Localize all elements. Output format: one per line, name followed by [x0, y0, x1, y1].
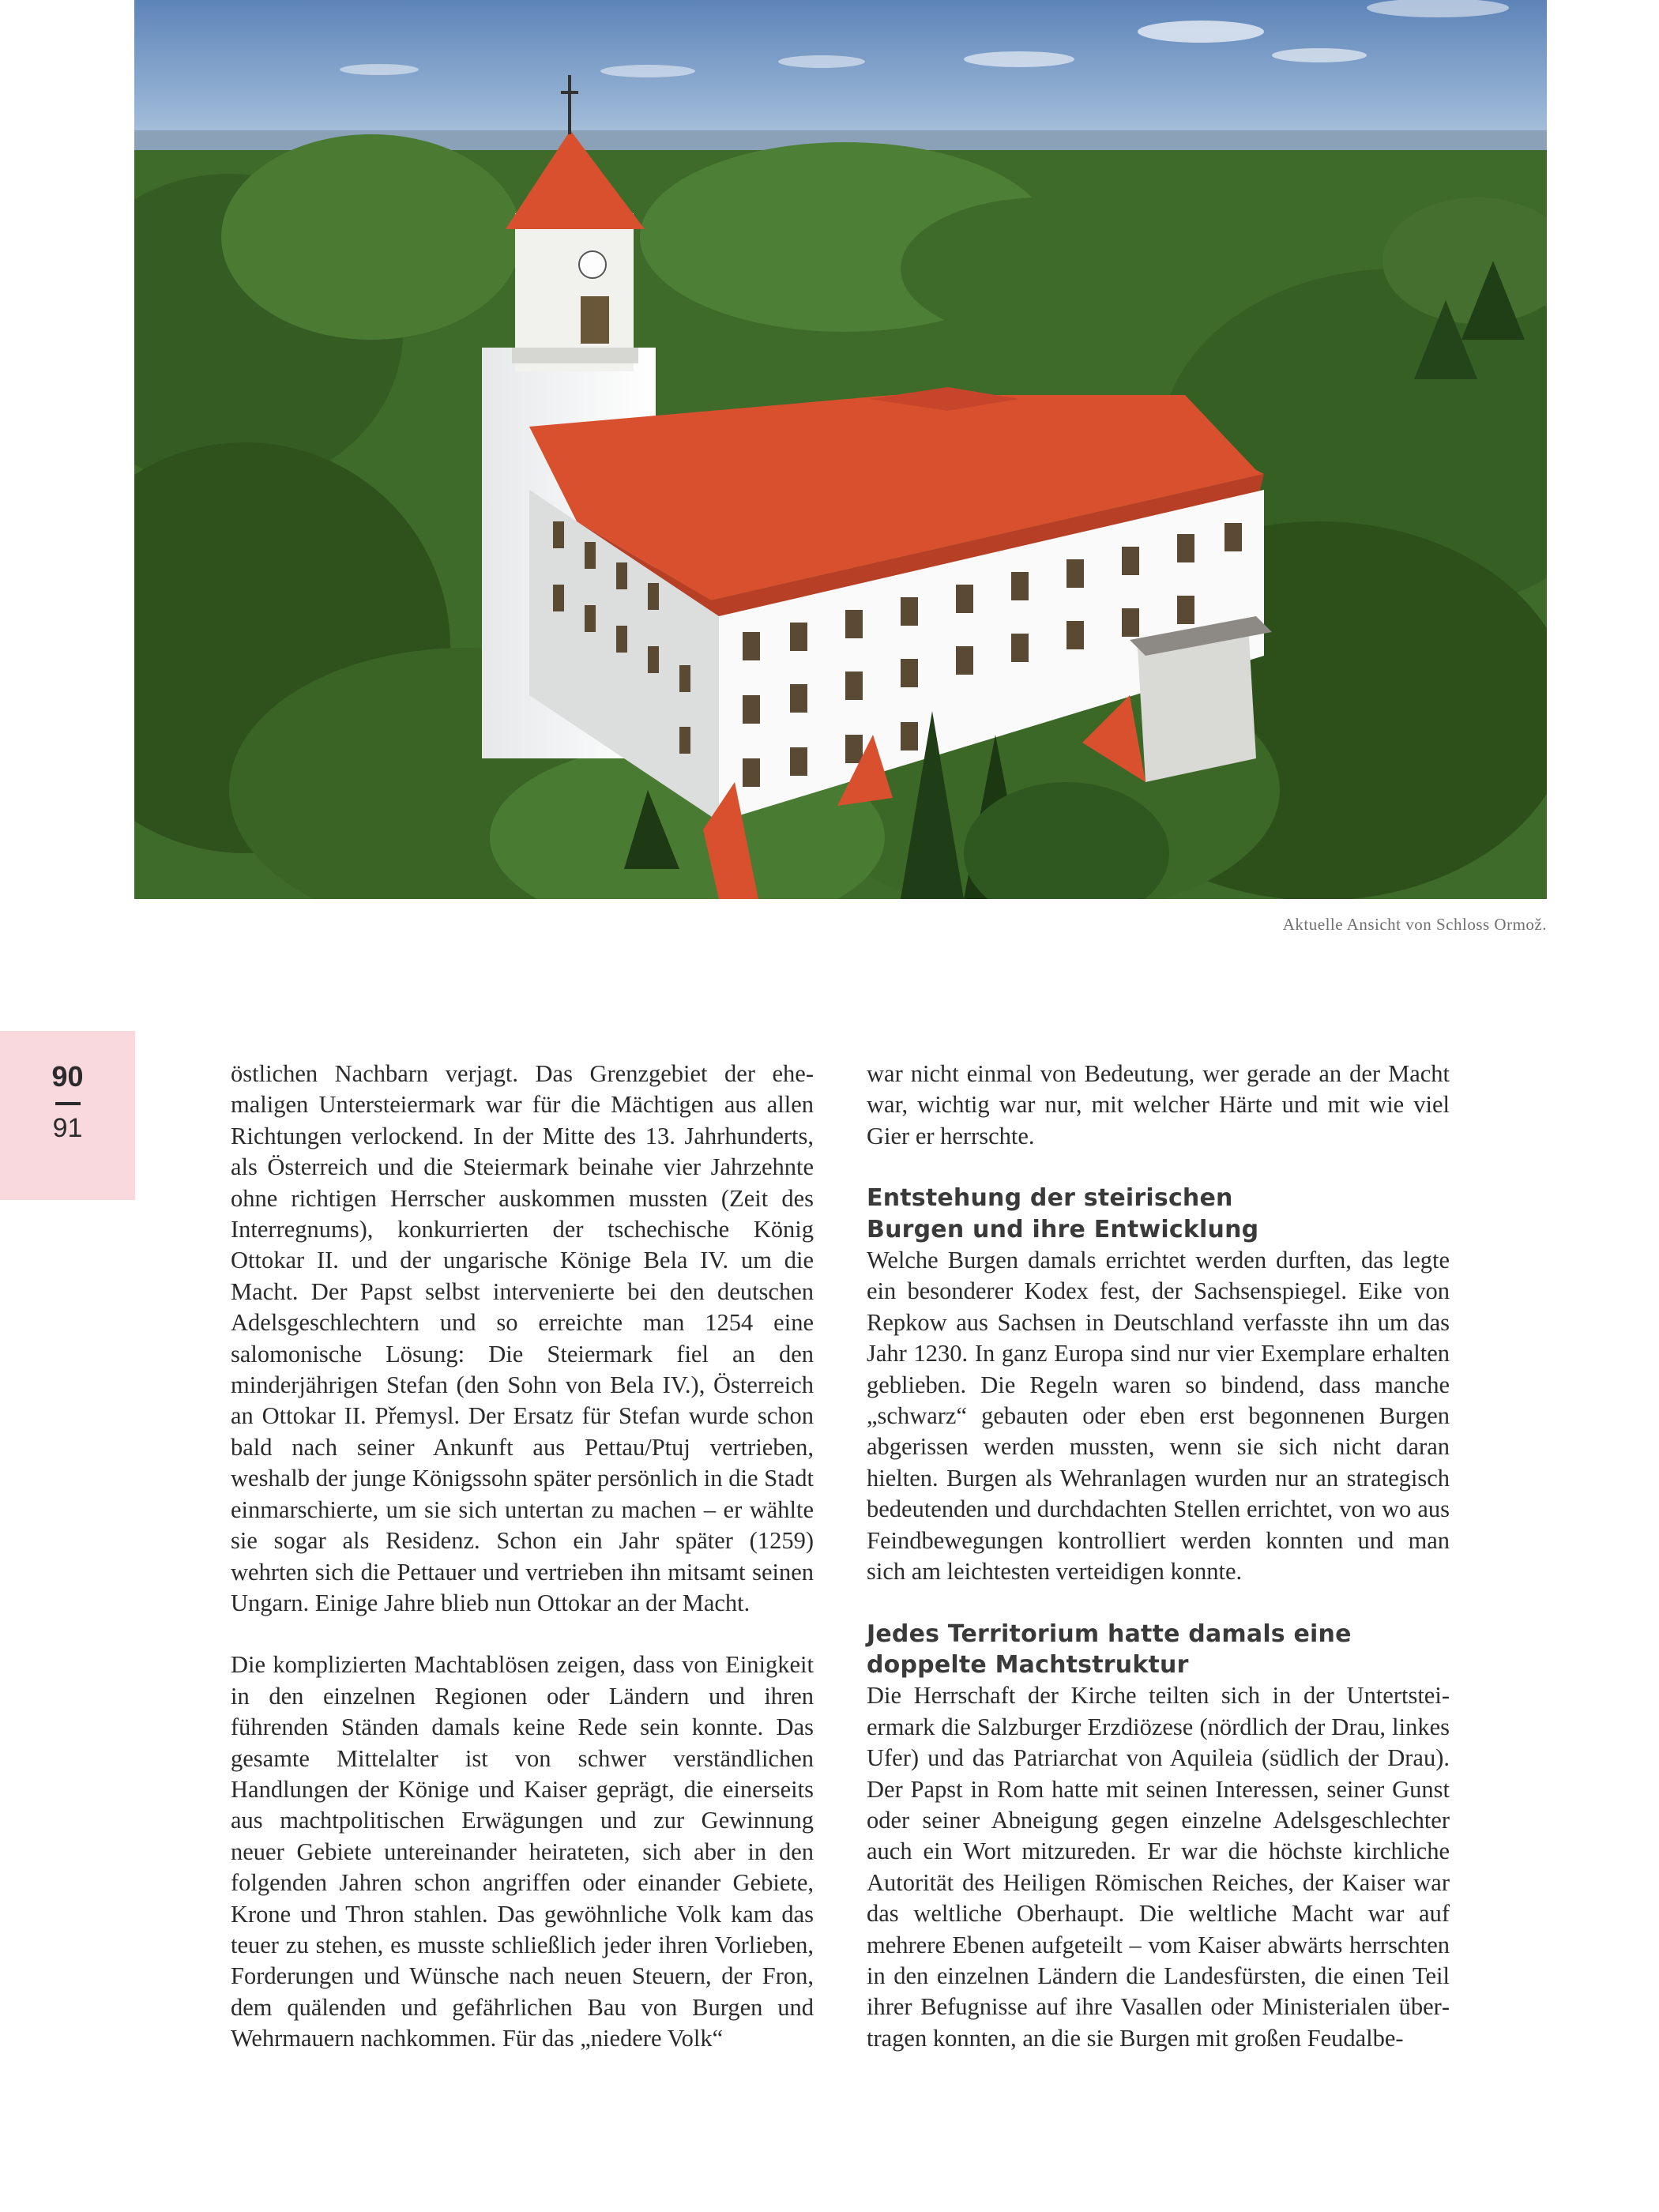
paragraph: östlichen Nachbarn verjagt. Das Grenzgebiet der ehemaligen Untersteiermark war für die Mächtigen aus allen Richtungen verlockend. In der Mitte des 13. Jahrhunderts, als Österreich und die Steiermark beinahe vier Jahrzehnte ohne richtigen Herrscher auskommen mussten (Zeit des Interregnums), konkurrierten der tschechische König Ottokar II. und der ungarische Könige Bela IV. um die Macht. Der Papst selbst intervenierte bei den deutschen Adelsgeschlechtern und so erreichte man 1254 eine salomonische Lösung: Die Steiermark fiel an den minderjährigen Stefan (den Sohn von Bela IV.), Österreich an Ottokar II. Přemysl. Der Ersatz für Stefan wurde schon bald nach seiner Ankunft aus Pettau/Ptuj vertrieben, weshalb der junge Königssohn später persönlich in die Stadt einmarschierte, um sie sich untertan zu machen – er wählte sie sogar als Residenz. Schon ein Jahr später (1259) wehrten sich die Pettauer und vertrieben ihn mitsamt seinen Ungarn. Einige Jahre blieb nun Ottokar an der Macht.: [231, 1060, 814, 1616]
section-heading: [867, 1619, 1450, 1681]
paragraph: Welche Burgen damals errichtet werden durften, das legte ein besonderer Kodex fest, der Sachsenspiegel. Eike von Repkow aus Sachsen in Deutschland verfasste ihn um das Jahr 1230. In ganz Europa sind nur vier Exemplare erhalten geblieben. Die Regeln waren so bindend, dass manche „schwarz“ gebauten oder eben erst begonnenen Burgen abgerissen werden mussten, wenn sie sich nicht daran hielten. Burgen als Wehranlagen wurden nur an strategisch bedeutenden und durchdachten Stellen errichtet, von wo aus Feindbewegungen kontrolliert werden konnten und man sich am leichtesten verteidigen konnte.: [867, 1247, 1450, 1586]
paragraph: war nicht einmal von Bedeutung, wer gerade an der Macht war, wichtig war nur, mit welcher Härte und mit wie viel Gier er herrschte.: [867, 1060, 1450, 1149]
page-number-next: 91: [52, 1113, 83, 1143]
section-heading-line: Burgen und ihre Entwicklung: [867, 1215, 1259, 1243]
section-heading-line: Entstehung der steirischen: [867, 1184, 1233, 1213]
section-heading-line: doppelte Machtstruktur: [867, 1650, 1189, 1679]
section-heading: [867, 1183, 1450, 1245]
right-text-column: [867, 1059, 1450, 2054]
photo-caption: Aktuelle Ansicht von Schloss Ormož.: [1282, 915, 1547, 934]
page-number-tab: [0, 1031, 135, 1200]
castle-photo: [134, 0, 1547, 899]
castle-photo-illustration: [134, 0, 1547, 899]
page-number-current: 90: [51, 1060, 84, 1093]
paragraph: Die Herrschaft der Kirche teilten sich in der Untertsteiermark die Salzburger Erzdiözese (nördlich der Drau, linkes Ufer) und das Patriarchat von Aquileia (südlich der Drau). Der Papst in Rom hatte mit seinen Interessen, seiner Gunst oder seiner Abneigung gegen einzelne Adelsgeschlechter auch ein Wort mitzureden. Er war die höchste kirchliche Autorität des Heiligen Römischen Reiches, der Kaiser war das weltliche Oberhaupt. Die weltliche Macht war auf mehrere Ebenen aufgeteilt – vom Kaiser abwärts herrschten in den einzelnen Ländern die Landesfürsten, die einen Teil ihrer Befugnisse auf ihre Vasallen oder Ministerialen übertragen konnten, an die sie Burgen mit großen Feudalbe-: [867, 1682, 1450, 2052]
paragraph: Die komplizierten Machtablösen zeigen, dass von Einigkeit in den einzelnen Regionen oder Ländern und ihren führenden Ständen damals keine Rede sein konnte. Das gesamte Mittelalter ist von schwer verständlichen Handlungen der Könige und Kaiser geprägt, die einerseits aus machtpolitischen Erwägungen und zur Gewinnung neuer Gebiete untereinander heirateten, sich aber in den folgenden Jahren schon angriffen oder einander Gebiete, Krone und Thron stahlen. Das gewöhnliche Volk kam das teuer zu stehen, es musste schließlich jeder ihren Vorlieben, Forderungen und Wünsche nach neuen Steuern, der Fron, dem quälenden und gefährlichen Bau von Burgen und Wehrmauern nachkommen. Für das „niedere Volk“: [231, 1651, 814, 2052]
section-heading-line: Jedes Territorium hatte damals eine: [867, 1620, 1352, 1648]
page-number-separator: [55, 1102, 81, 1105]
left-text-column: [231, 1059, 814, 2055]
